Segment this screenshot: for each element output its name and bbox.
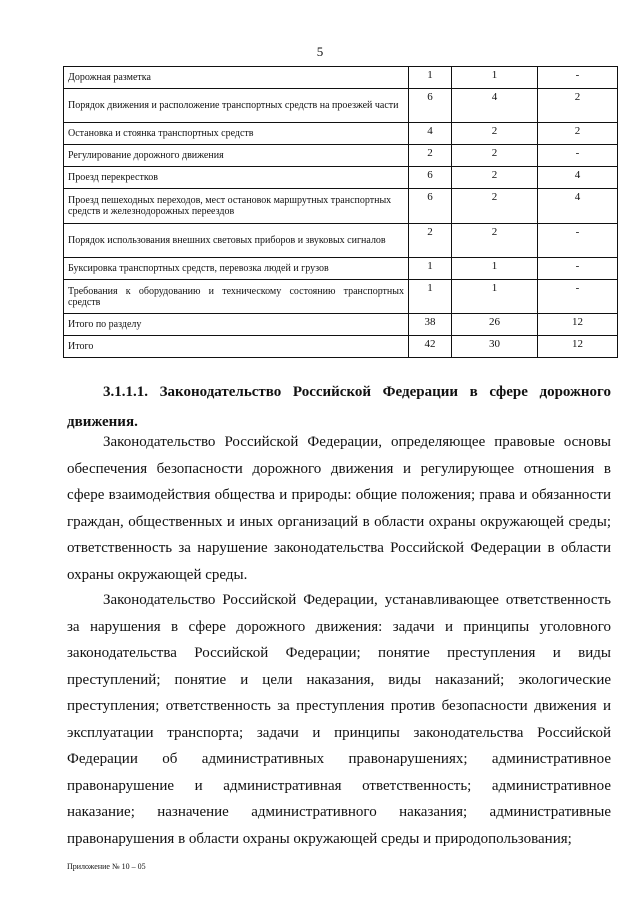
row-total: 2: [409, 145, 452, 167]
table-row: [64, 280, 618, 314]
row-total: 1: [409, 67, 452, 89]
table-row: [64, 314, 618, 336]
row-theory: 2: [452, 189, 538, 224]
table-row: [64, 258, 618, 280]
row-total: 4: [409, 123, 452, 145]
row-practice: 12: [538, 336, 618, 358]
paragraph: Законодательство Российской Федерации, определяющее правовые основы обеспечения безопасности дорожного движения и регулирующее отношения в сфере взаимодействия общества и природы: общие положения; права и обязанности граждан, общественных и иных организаций в области охраны окружающей среды; ответственность за нарушение законодательства Российской Федерации в области охраны окружающей среды.: [67, 434, 611, 583]
row-title: Порядок движения и расположение транспортных средств на проезжей части: [64, 89, 409, 123]
row-theory: 1: [452, 258, 538, 280]
row-practice: 2: [538, 123, 618, 145]
table-row: [64, 145, 618, 167]
row-theory: 26: [452, 314, 538, 336]
table-row: [64, 336, 618, 358]
row-practice: 4: [538, 167, 618, 189]
table-row: [64, 224, 618, 258]
row-title: Проезд пешеходных переходов, мест остановок маршрутных транспортных средств и железнодорожных переездов: [64, 189, 409, 224]
row-title: Регулирование дорожного движения: [64, 145, 409, 167]
row-title: Требования к оборудованию и техническому состоянию транспортных средств: [64, 280, 409, 314]
row-theory: 30: [452, 336, 538, 358]
row-title: Итого по разделу: [64, 314, 409, 336]
table-row: [64, 189, 618, 224]
row-title: Дорожная разметка: [64, 67, 409, 89]
row-practice: -: [538, 258, 618, 280]
paragraph: Законодательство Российской Федерации, устанавливающее ответственность за нарушения в сфере дорожного движения: задачи и принципы уголовного законодательства Российской Федерации; понятие преступления и виды преступлений; понятие и цели наказания, виды наказаний; экологические преступления; ответственность за преступления против безопасности движения и эксплуатации транспорта; задачи и принципы законодательства Российской Федерации об административных правонарушениях; административное правонарушение и административная ответственность; административное наказание; назначение административного наказания; административные правонарушения в области охраны окружающей среды и природопользования;: [67, 592, 611, 847]
row-practice: -: [538, 145, 618, 167]
row-total: 1: [409, 280, 452, 314]
row-total: 2: [409, 224, 452, 258]
row-title: Итого: [64, 336, 409, 358]
section-heading: 3.1.1.1. Законодательство Российской Федерации в сфере дорожного движения.: [67, 384, 611, 430]
row-practice: -: [538, 280, 618, 314]
row-total: 6: [409, 167, 452, 189]
row-theory: 2: [452, 145, 538, 167]
row-practice: -: [538, 67, 618, 89]
row-title: Буксировка транспортных средств, перевозка людей и грузов: [64, 258, 409, 280]
table-row: [64, 89, 618, 123]
row-total: 38: [409, 314, 452, 336]
row-total: 6: [409, 189, 452, 224]
row-title: Проезд перекрестков: [64, 167, 409, 189]
row-total: 42: [409, 336, 452, 358]
row-practice: 12: [538, 314, 618, 336]
row-theory: 4: [452, 89, 538, 123]
table-row: [64, 123, 618, 145]
row-theory: 1: [452, 280, 538, 314]
row-title: Остановка и стоянка транспортных средств: [64, 123, 409, 145]
table-row: [64, 167, 618, 189]
row-theory: 2: [452, 167, 538, 189]
row-theory: 2: [452, 123, 538, 145]
row-title: Порядок использования внешних световых приборов и звуковых сигналов: [64, 224, 409, 258]
row-practice: 4: [538, 189, 618, 224]
row-practice: 2: [538, 89, 618, 123]
page-number: 5: [316, 44, 324, 59]
row-total: 1: [409, 258, 452, 280]
row-theory: 2: [452, 224, 538, 258]
footer-note: Приложение № 10 – 05: [67, 862, 146, 871]
row-practice: -: [538, 224, 618, 258]
row-total: 6: [409, 89, 452, 123]
table-row: [64, 67, 618, 89]
hours-table: [63, 66, 618, 358]
row-theory: 1: [452, 67, 538, 89]
